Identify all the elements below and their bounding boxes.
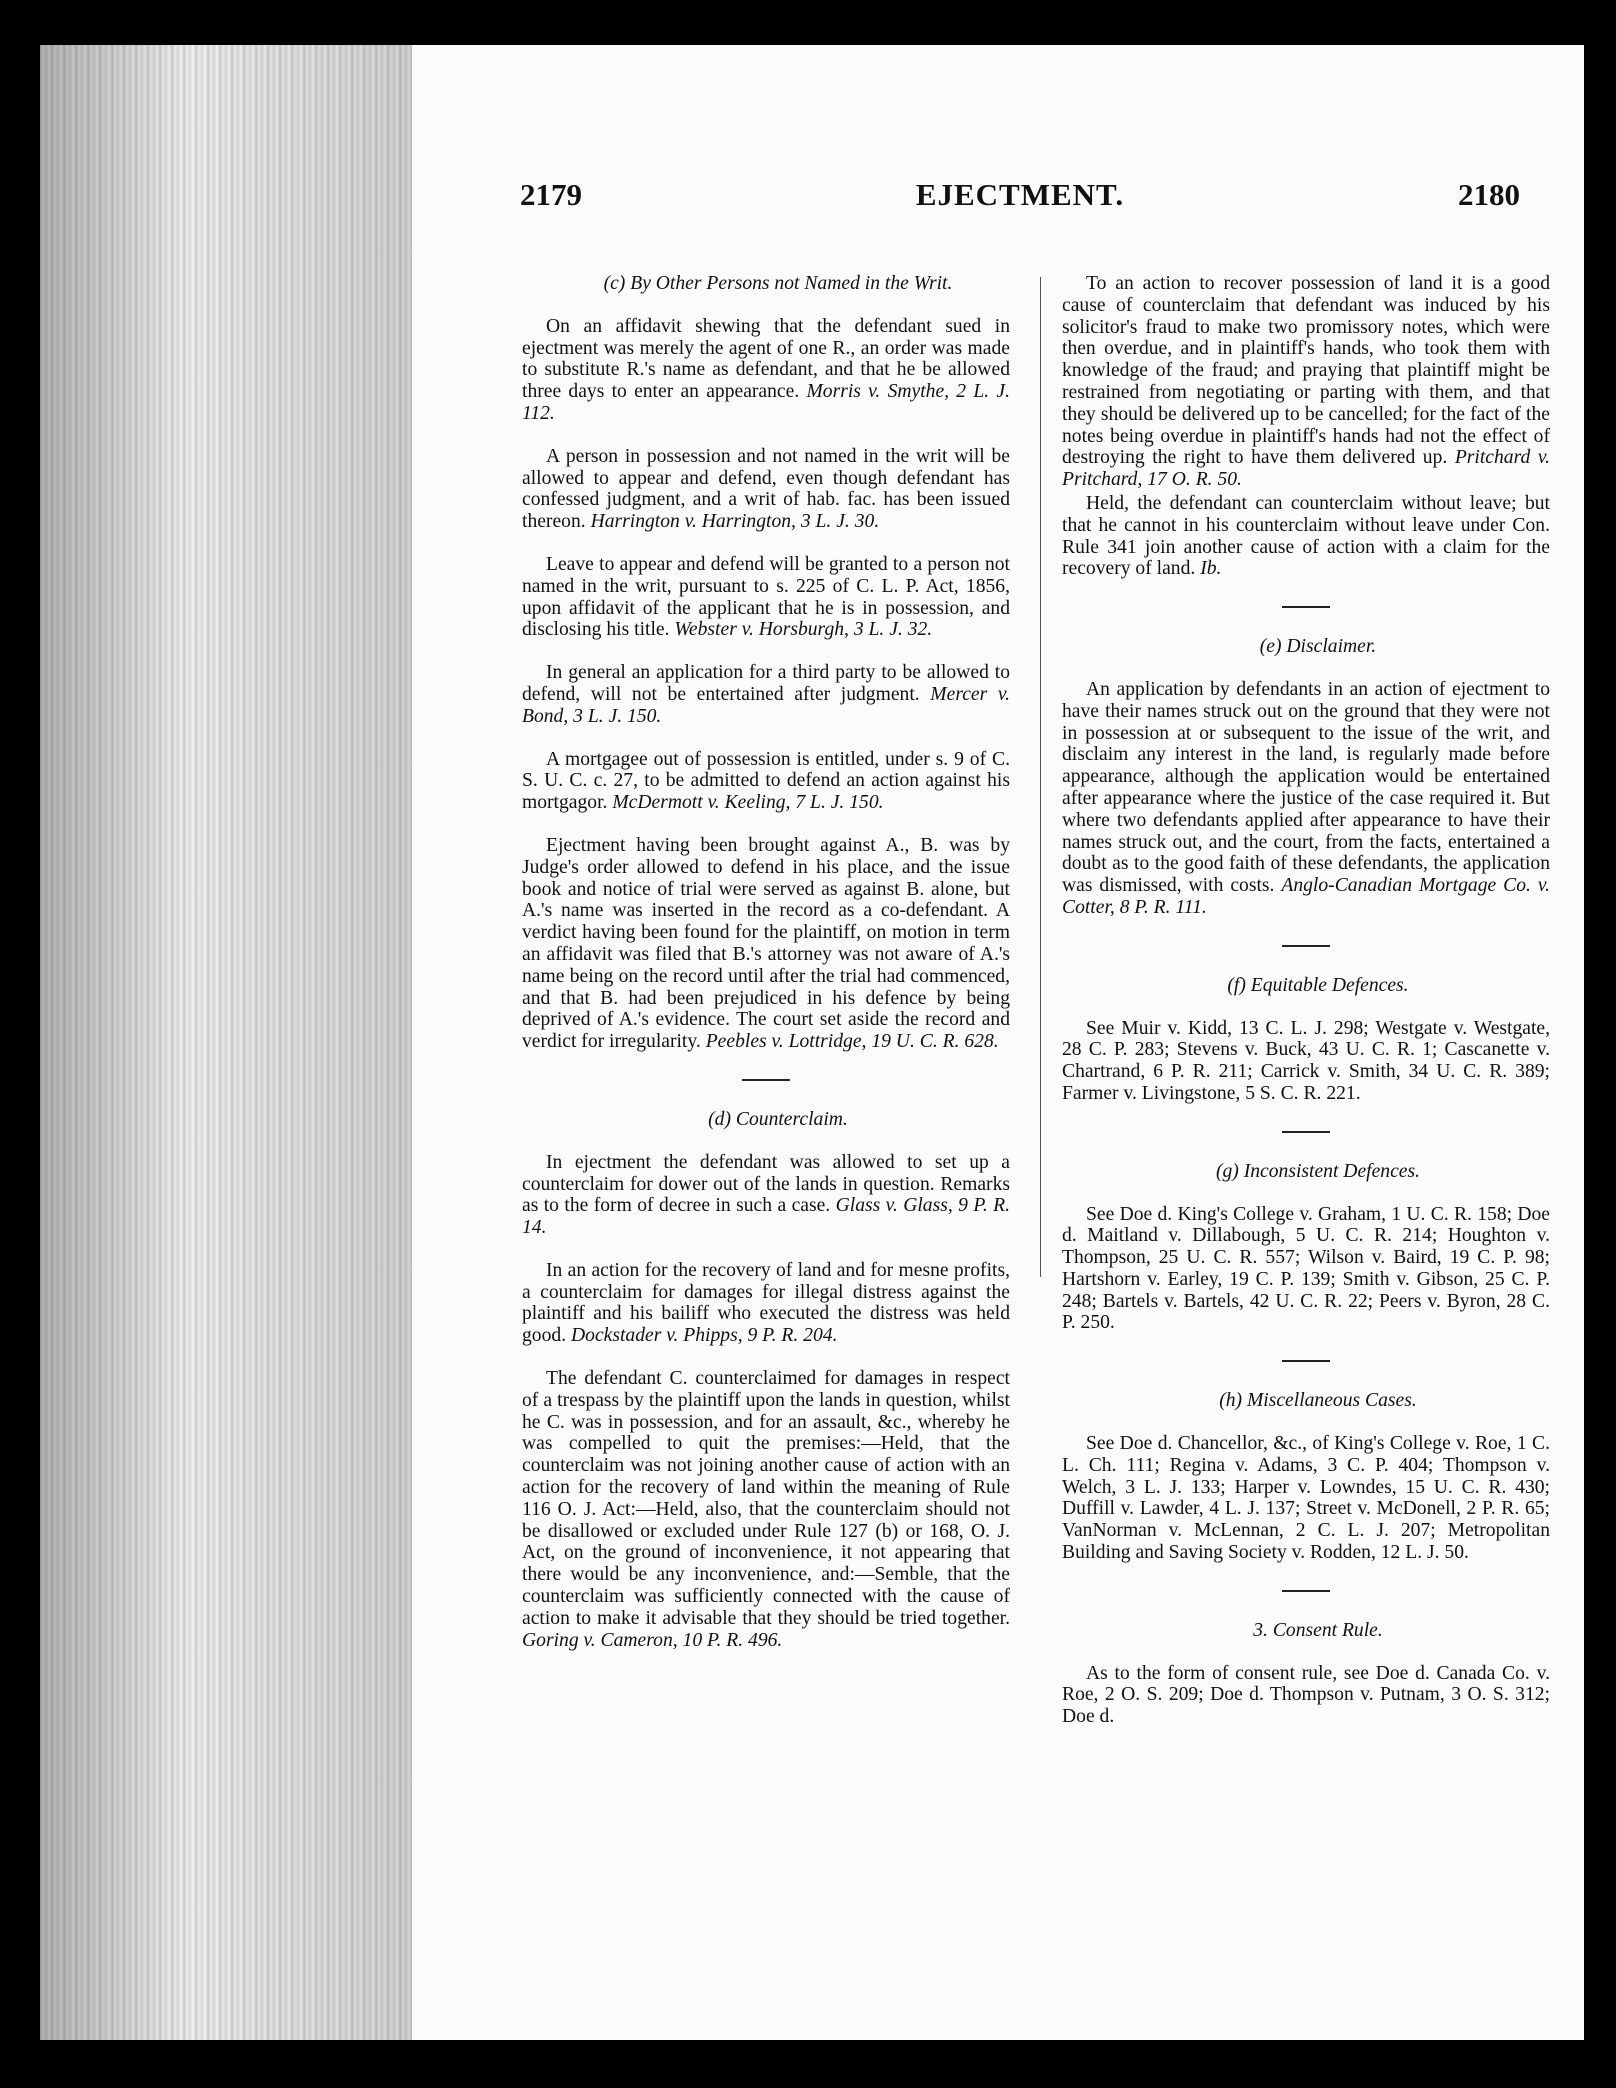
section-separator bbox=[1282, 1131, 1330, 1133]
paragraph: In an action for the recovery of land and for mesne profits, a counterclaim for damages for illegal distress against the plaintiff and his bailiff who executed the distress was held good. Dockstader v. Phipps, 9 P. R. 204. bbox=[522, 1259, 1010, 1347]
section-heading-f: (f) Equitable Defences. bbox=[1227, 974, 1409, 996]
left-column bbox=[522, 273, 1010, 1672]
section-heading-c: (c) By Other Persons not Named in the Writ. bbox=[603, 273, 953, 294]
citation: McDermott v. Keeling, 7 L. J. 150. bbox=[612, 792, 884, 814]
column-rule bbox=[1040, 277, 1041, 1277]
section-heading-g: (g) Inconsistent Defences. bbox=[1215, 1160, 1421, 1182]
paragraph: In ejectment the defendant was allowed to set up a counterclaim for dower out of the lands in question. Remarks as to the form of decree in such a case. Glass v. Glass, 9 P. R. 14. bbox=[522, 1151, 1010, 1239]
paragraph: As to the form of consent rule, see Doe d. Canada Co. v. Roe, 2 O. S. 209; Doe d. Thompson v. Putnam, 3 O. S. 312; Doe d. bbox=[1062, 1662, 1550, 1728]
section-separator bbox=[1282, 1590, 1330, 1592]
section-heading-e: (e) Disclaimer. bbox=[1259, 636, 1377, 658]
paragraph: A person in possession and not named in the writ will be allowed to appear and defend, even though defendant has confessed judgment, and a writ of hab. fac. has been issued thereon. Harrington v. Harrington, 3 L. J. 30. bbox=[522, 445, 1010, 533]
section-separator bbox=[1282, 945, 1330, 947]
citation: Anglo-Canadian Mortgage Co. v. Cotter, 8 P. R. 111. bbox=[1062, 875, 1551, 918]
section-heading-3: 3. Consent Rule. bbox=[1253, 1619, 1383, 1641]
section-separator bbox=[1282, 1360, 1330, 1362]
citation: Webster v. Horsburgh, 3 L. J. 32. bbox=[674, 619, 933, 641]
paragraph: The defendant C. counterclaimed for damages in respect of a trespass by the plaintiff upon the lands in question, whilst he C. was in possession, and for an assault, &c., whereby he was compelled to quit the premises:—Held, that the counterclaim was not joining another cause of action with an action for the recovery of land within the meaning of Rule 116 O. J. Act:—Held, also, that the counterclaim should not be disallowed or excluded under Rule 127 (b) or 168, O. J. Act, on the ground of inconvenience, it not appearing that there would be any inconvenience, and:—Semble, that the counterclaim was sufficiently connected with the cause of action to make it advisable that they should be tried together. Goring v. Cameron, 10 P. R. 496. bbox=[522, 1368, 1010, 1651]
citation: Morris v. Smythe, 2 L. J. 112. bbox=[522, 381, 1010, 424]
citation: Harrington v. Harrington, 3 L. J. 30. bbox=[590, 511, 880, 533]
page-header bbox=[520, 177, 1520, 227]
paragraph: Leave to appear and defend will be granted to a person not named in the writ, pursuant to s. 225 of C. L. P. Act, 1856, upon affidavit of the applicant that he is in possession, and disclosing his title. Webster v. Horsburgh, 3 L. J. 32. bbox=[522, 553, 1010, 641]
paragraph: Held, the defendant can counterclaim without leave; but that he cannot in his counterclaim without leave under Con. Rule 341 join another cause of action with a claim for the recovery of land. Ib. bbox=[1062, 492, 1550, 580]
paragraph: On an affidavit shewing that the defendant sued in ejectment was merely the agent of one R., an order was made to substitute R.'s name as defendant, and that he be allowed three days to enter an appearance. Morris v. Smythe, 2 L. J. 112. bbox=[522, 315, 1010, 424]
paragraph: A mortgagee out of possession is entitled, under s. 9 of C. S. U. C. c. 27, to be admitted to defend an action against his mortgagor. McDermott v. Keeling, 7 L. J. 150. bbox=[522, 748, 1010, 814]
paragraph: See Muir v. Kidd, 13 C. L. J. 298; Westgate v. Westgate, 28 C. P. 283; Stevens v. Buck, 43 U. C. R. 1; Cascanette v. Chartrand, 6 P. R. 211; Carrick v. Smith, 34 U. C. R. 389; Farmer v. Livingstone, 5 S. C. R. 221. bbox=[1062, 1017, 1550, 1104]
paragraph: See Doe d. Chancellor, &c., of King's College v. Roe, 1 C. L. Ch. 111; Regina v. Adams, 3 C. P. 404; Thompson v. Welch, 3 L. J. 133; Harper v. Lowndes, 15 U. C. R. 430; Duffill v. Lawder, 4 L. J. 137; Street v. McDonell, 2 P. R. 65; VanNorman v. McLennan, 2 C. L. J. 207; Metropolitan Building and Saving Society v. Rodden, 12 L. J. 50. bbox=[1062, 1433, 1550, 1564]
paragraph: See Doe d. King's College v. Graham, 1 U. C. R. 158; Doe d. Maitland v. Dillabough, 5 U. C. R. 214; Houghton v. Thompson, 25 U. C. R. 557; Wilson v. Baird, 19 C. P. 98; Hartshorn v. Earley, 19 C. P. 139; Smith v. Gibson, 25 C. P. 248; Bartels v. Bartels, 42 U. C. R. 22; Peers v. Byron, 28 C. P. 250. bbox=[1062, 1203, 1550, 1334]
paragraph: To an action to recover possession of land it is a good cause of counterclaim that defendant was induced by his solicitor's fraud to make two promissory notes, which were then overdue, and in plaintiff's hands, who took them with knowledge of the fraud; and praying that plaintiff might be restrained from negotiating or parting with them, and that they should be delivered up to be cancelled; for the fact of the notes being overdue in plaintiff's hands had not the effect of destroying the right to have them delivered up. Pritchard v. Pritchard, 17 O. R. 50. bbox=[1062, 273, 1550, 491]
section-separator bbox=[742, 1079, 790, 1081]
page-number-right: 2180 bbox=[1458, 177, 1520, 212]
right-column bbox=[1062, 273, 1550, 1749]
section-separator bbox=[1282, 606, 1330, 608]
citation: Pritchard v. Pritchard, 17 O. R. 50. bbox=[1062, 447, 1550, 491]
paragraph: An application by defendants in an action of ejectment to have their names struck out on the ground that they were not in possession at or subsequent to the issue of the writ, and disclaim any interest in the land, is regularly made before appearance, although the application would be entertained after appearance where the justice of the case required it. But where two defendants applied after appearance to have their names struck out, and the court, from the facts, entertained a doubt as to the good faith of these defendants, the application was dismissed, with costs. Anglo-Canadian Mortgage Co. v. Cotter, 8 P. R. 111. bbox=[1062, 678, 1551, 918]
section-heading-h: (h) Miscellaneous Cases. bbox=[1219, 1390, 1417, 1412]
citation: Mercer v. Bond, 3 L. J. 150. bbox=[522, 683, 1010, 727]
citation: Glass v. Glass, 9 P. R. 14. bbox=[522, 1195, 1010, 1239]
citation: Peebles v. Lottridge, 19 U. C. R. 628. bbox=[705, 1031, 999, 1053]
book-page bbox=[412, 45, 1584, 2040]
paragraph: Ejectment having been brought against A., B. was by Judge's order allowed to defend in his place, and the issue book and notice of trial were served as against B. alone, but A.'s name was inserted in the record as a co-defendant. A verdict having been found for the plaintiff, on motion in term an affidavit was filed that B.'s attorney was not aware of A.'s name being on the record until after the trial had commenced, and that B. had been prejudiced in his defence by being deprived of A.'s evidence. The court set aside the record and verdict for irregularity. Peebles v. Lottridge, 19 U. C. R. 628. bbox=[522, 834, 1010, 1053]
running-title: EJECTMENT. bbox=[915, 177, 1125, 212]
citation: Goring v. Cameron, 10 P. R. 496. bbox=[522, 1629, 783, 1651]
citation: Ib. bbox=[1200, 558, 1222, 580]
paragraph: In general an application for a third party to be allowed to defend, will not be entertained after judgment. Mercer v. Bond, 3 L. J. 150. bbox=[522, 662, 1010, 727]
page-number-left: 2179 bbox=[520, 177, 582, 212]
citation: Dockstader v. Phipps, 9 P. R. 204. bbox=[571, 1325, 838, 1347]
book-page-stack bbox=[40, 45, 414, 2040]
section-heading-d: (d) Counterclaim. bbox=[708, 1108, 848, 1130]
